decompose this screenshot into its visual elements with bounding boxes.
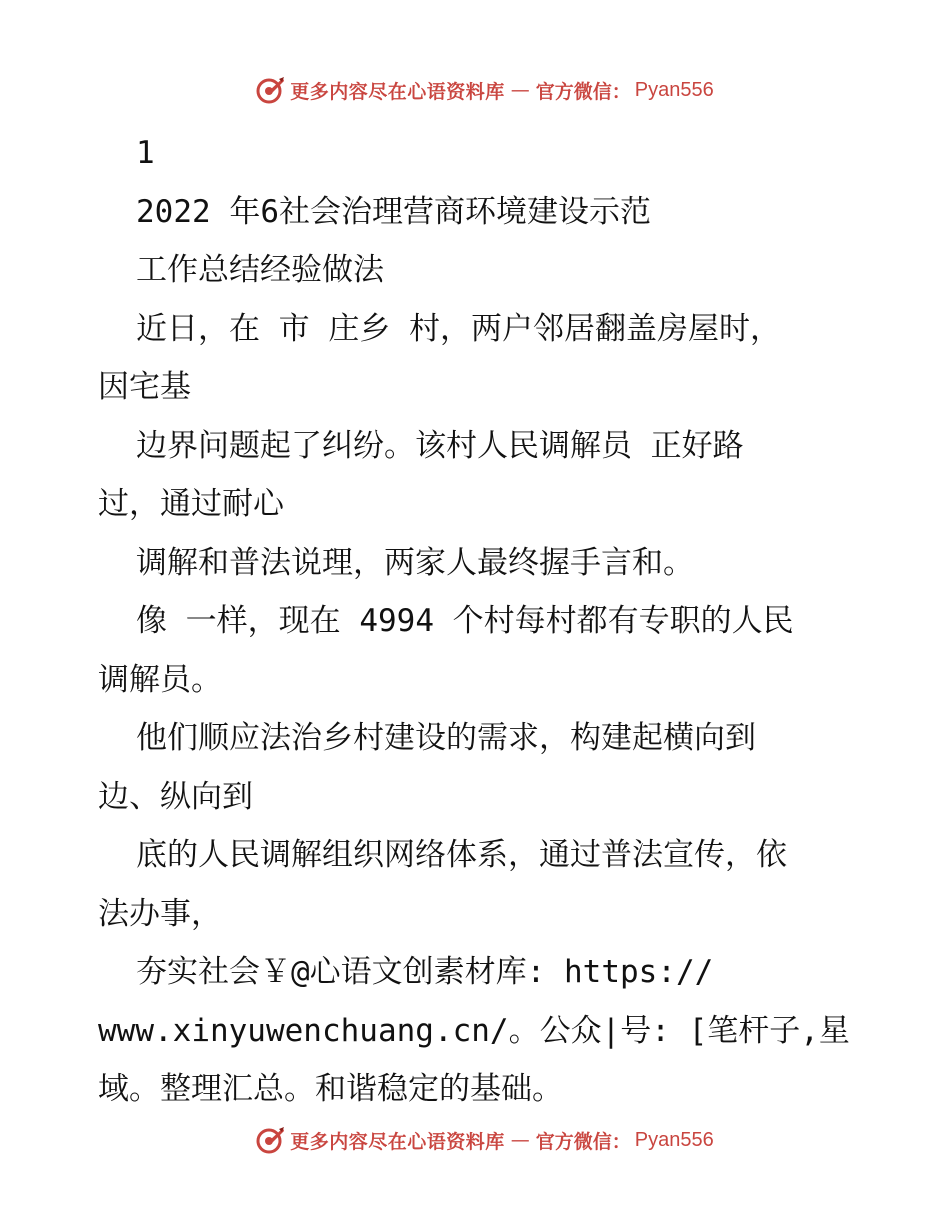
document-body xyxy=(98,124,858,1119)
paragraph-line: 1 xyxy=(136,135,155,171)
paragraph-line: 因宅基 xyxy=(98,369,191,405)
paragraph-line: 近日，在 市 庄乡 村，两户邻居翻盖房屋时， xyxy=(136,310,781,347)
header-banner-inner xyxy=(254,74,714,106)
header-dash: — xyxy=(510,79,530,101)
paragraph-line: 2022 年6社会治理营商环境建设示范 xyxy=(136,193,651,230)
paragraph-line: 调解员。 xyxy=(98,661,222,698)
header-contact-label: 官方微信： xyxy=(535,80,631,103)
header-brand-text: 更多内容尽在心语资料库 xyxy=(290,80,505,103)
paragraph-line: 像 一样，现在 4994 个村每村都有专职的人民 xyxy=(136,603,794,639)
paragraph-line: www.xinyuwenchuang.cn/。公众|号: [笔杆子,星 xyxy=(98,1012,850,1049)
brand-logo-icon xyxy=(254,74,286,106)
paragraph-line: 边、纵向到 xyxy=(98,778,253,815)
header-banner xyxy=(0,72,950,108)
footer-dash: — xyxy=(510,1129,530,1151)
paragraph-line: 法办事， xyxy=(98,895,222,932)
brand-logo-icon xyxy=(254,1124,286,1156)
paragraph-line: 过，通过耐心 xyxy=(98,486,284,522)
paragraph-line: 他们顺应法治乡村建设的需求，构建起横向到 xyxy=(136,720,756,756)
footer-wechat-handle: Pyan556 xyxy=(634,1128,714,1151)
footer-brand-text: 更多内容尽在心语资料库 xyxy=(290,1130,505,1153)
paragraph-line: 工作总结经验做法 xyxy=(136,252,384,288)
paragraph-line: 调解和普法说理，两家人最终握手言和。 xyxy=(136,544,694,581)
footer-banner-inner xyxy=(254,1124,714,1156)
paragraph-line: 边界问题起了纠纷。该村人民调解员 正好路 xyxy=(136,427,744,464)
footer-banner xyxy=(0,1122,950,1158)
paragraph-line: 域。整理汇总。和谐稳定的基础。 xyxy=(98,1071,563,1107)
paragraph-line: 夯实社会￥@心语文创素材库: https:// xyxy=(136,954,714,990)
header-wechat-handle: Pyan556 xyxy=(634,78,714,101)
paragraph-line: 底的人民调解组织网络体系，通过普法宣传，依 xyxy=(136,837,787,873)
footer-contact-label: 官方微信： xyxy=(535,1130,631,1153)
